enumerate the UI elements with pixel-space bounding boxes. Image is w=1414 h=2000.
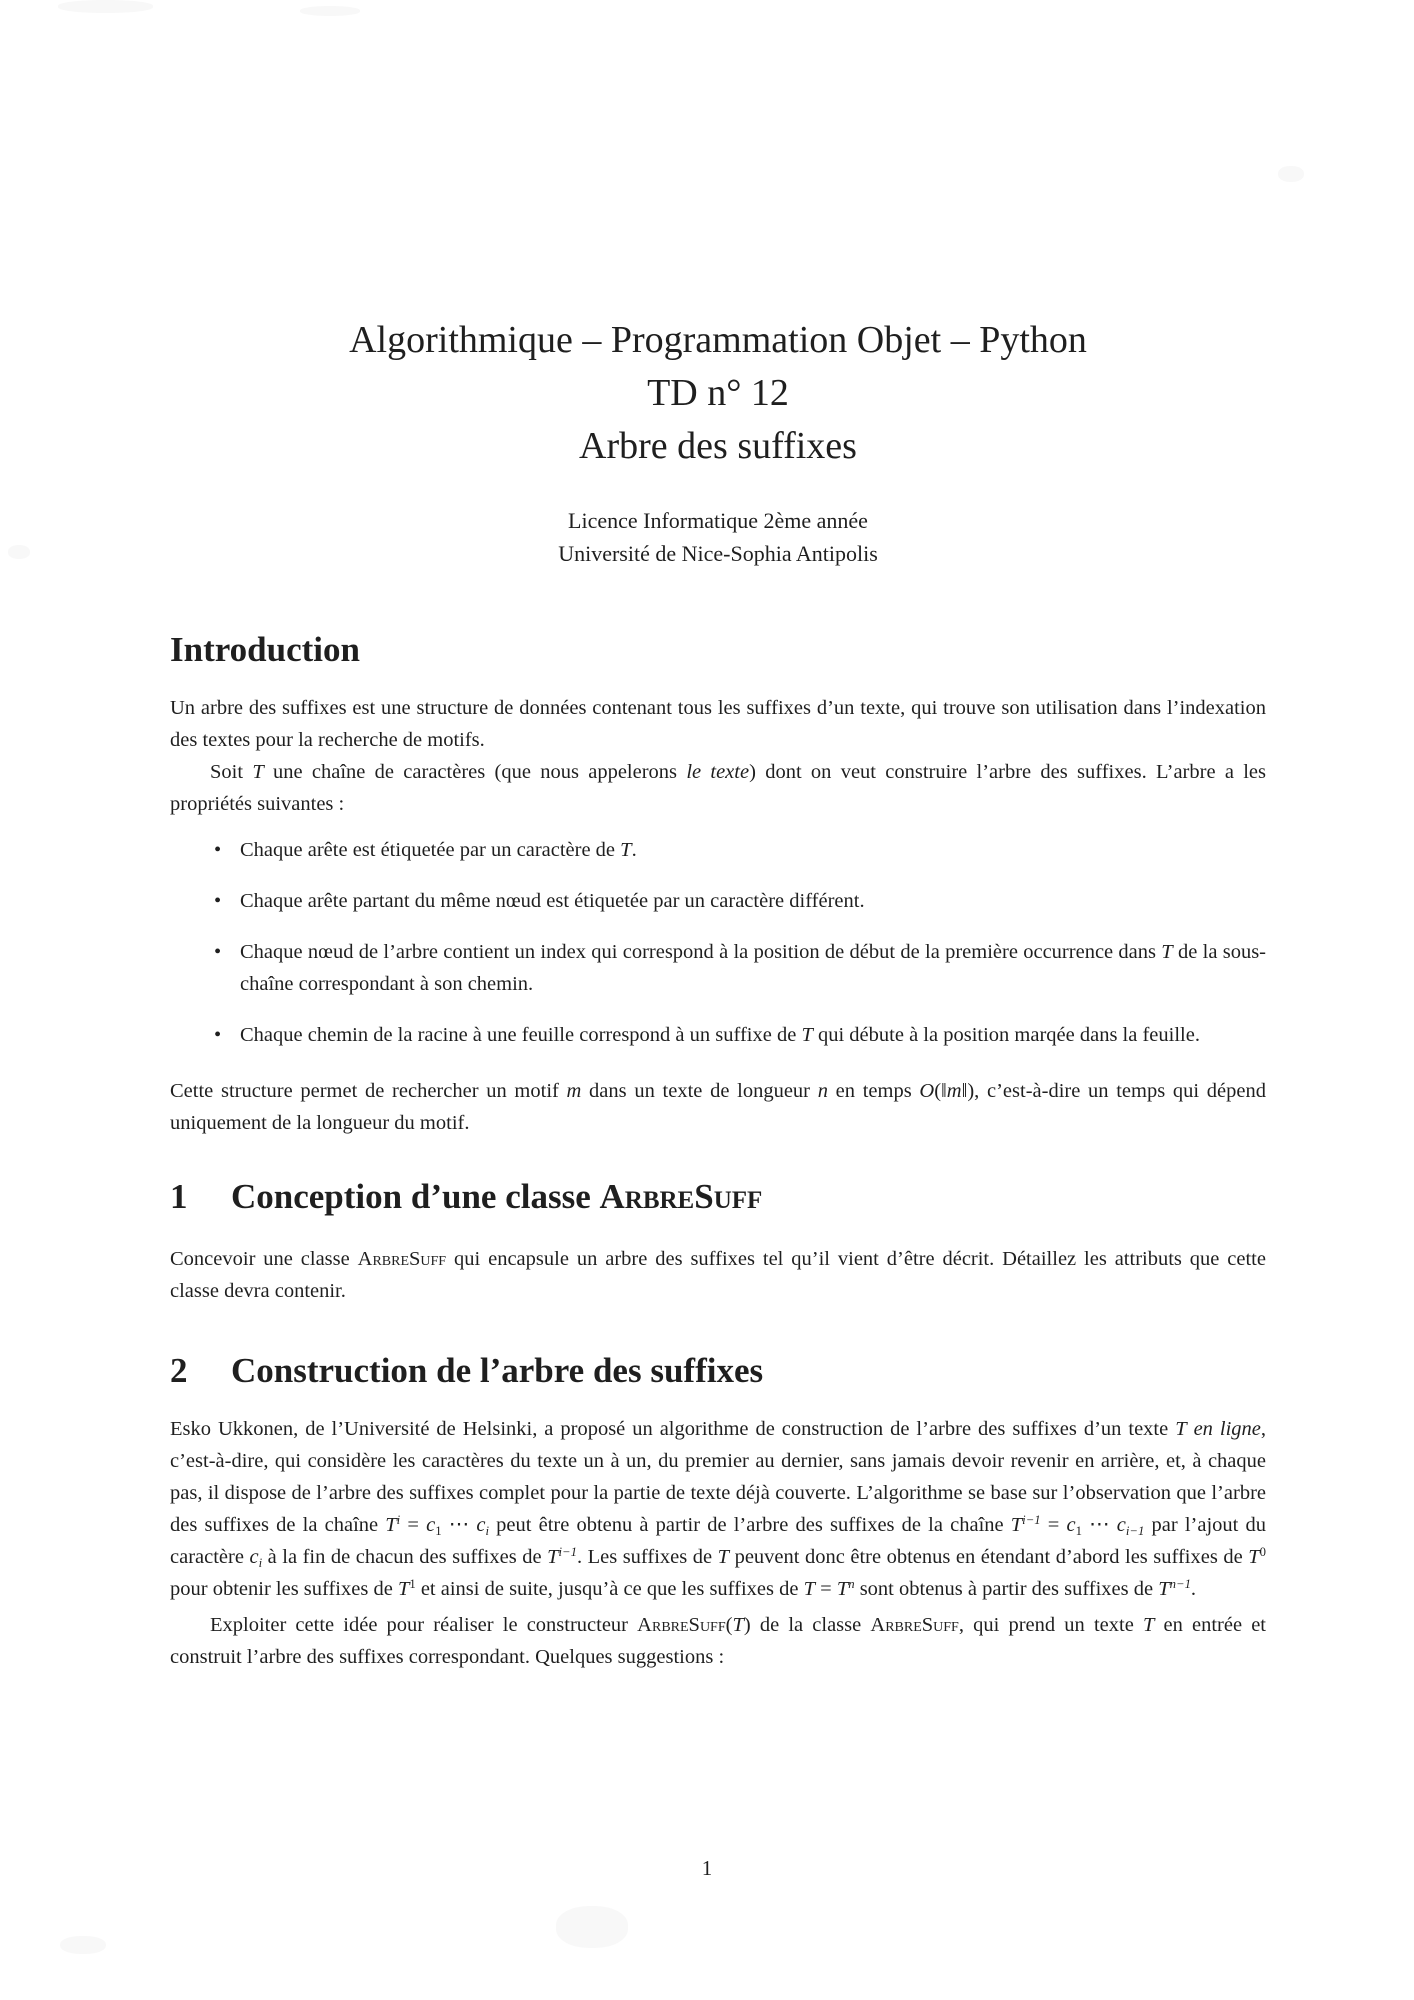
- bullet-icon: •: [214, 941, 222, 963]
- intro-heading: Introduction: [170, 630, 360, 669]
- bullet-icon: •: [214, 1024, 222, 1046]
- bullet-icon: •: [214, 839, 222, 861]
- section-1-title: Conception d’une classe ArbreSuff: [231, 1177, 763, 1216]
- subtitle-line-2: Université de Nice-Sophia Antipolis: [558, 541, 878, 566]
- doc-title-line-3: Arbre des suffixes: [579, 425, 857, 467]
- bullet-icon: •: [214, 890, 222, 912]
- section-2-heading: [170, 1350, 1266, 1392]
- section-2-paragraph-2: Exploiter cette idée pour réaliser le constructeur ArbreSuff(T) de la classe ArbreSuff, qui prend un texte T en entrée et construit l’arbre des suffixes correspondant. Quelques suggestions :: [170, 1614, 1266, 1668]
- page-number: 1: [701, 1856, 713, 1880]
- doc-title: [170, 314, 1266, 473]
- list-item: [170, 936, 1266, 1000]
- list-item-text: Chaque arête partant du même nœud est étiquetée par un caractère différent.: [240, 890, 865, 912]
- section-2-title: Construction de l’arbre des suffixes: [231, 1351, 764, 1390]
- intro-paragraph-1: Un arbre des suffixes est une structure de données contenant tous les suffixes d’un texte, qui trouve son utilisation dans l’indexation des textes pour la recherche de motifs.: [170, 697, 1266, 751]
- scan-artifact: [8, 545, 30, 559]
- list-item-text: Chaque chemin de la racine à une feuille correspond à un suffixe de T qui débute à la position marqée dans la feuille.: [240, 1024, 1200, 1046]
- section-1-paragraph-1: Concevoir une classe ArbreSuff qui encapsule un arbre des suffixes tel qu’il vient d’être décrit. Détaillez les attributs que cette classe devra contenir.: [170, 1248, 1266, 1302]
- section-2-number: 2: [170, 1351, 188, 1390]
- property-list: [170, 834, 1266, 1051]
- list-item: [170, 834, 1266, 866]
- scan-artifact: [58, 0, 153, 13]
- scan-artifact: [556, 1906, 628, 1948]
- intro-paragraph-2: Soit T une chaîne de caractères (que nous appelerons le texte) dont on veut construire l’arbre des suffixes. L’arbre a les propriétés suivantes :: [170, 761, 1266, 815]
- doc-title-line-2: TD n° 12: [647, 372, 789, 414]
- doc-title-line-1: Algorithmique – Programmation Objet – Python: [349, 319, 1087, 361]
- list-item-text: Chaque arête est étiquetée par un caractère de T.: [240, 839, 637, 861]
- page-content: [170, 0, 1266, 1673]
- subtitle-line-1: Licence Informatique 2ème année: [568, 508, 868, 533]
- scan-artifact: [1278, 166, 1304, 182]
- scan-artifact: [60, 1936, 106, 1954]
- section-2-paragraph-1: Esko Ukkonen, de l’Université de Helsinki, a proposé un algorithme de construction de l’arbre des suffixes d’un texte T en ligne, c’est-à-dire, qui considère les caractères du texte un à un, du premier au dernier, sans jamais devoir revenir en arrière, et, à chaque pas, il dispose de l’arbre des suffixes complet pour la partie de texte déjà couverte. L’algorithme se base sur l’observation que l’arbre des suffixes de la chaîne $T^i = c_1$ ⋯ $c_i$ peut être obtenu à partir de l’arbre des suffixes de la chaîne $T^{i-1} = c_1$ ⋯ $c_{i-1}$ par l’ajout du caractère $c_i$ à la fin de chacun des suffixes de $T^{i-1}$. Les suffixes de T peuvent donc être obtenus en étendant d’abord les suffixes de $T^0$ pour obtenir les suffixes de $T^1$ et ainsi de suite, jusqu’à ce que les suffixes de $T = T^n$ sont obtenus à partir des suffixes de $T^{n-1}$.: [170, 1418, 1267, 1600]
- list-item-text: Chaque nœud de l’arbre contient un index qui correspond à la position de début de la première occurrence dans T de la sous-chaîne correspondant à son chemin.: [240, 941, 1266, 995]
- doc-subtitle: [170, 504, 1266, 570]
- list-item: [170, 1019, 1266, 1051]
- list-item: [170, 885, 1266, 917]
- intro-paragraph-3: Cette structure permet de rechercher un motif m dans un texte de longueur n en temps O(‖m‖), c’est-à-dire un temps qui dépend uniquement de la longueur du motif.: [170, 1080, 1266, 1134]
- section-1-heading: [170, 1176, 1266, 1218]
- section-1-number: 1: [170, 1177, 188, 1216]
